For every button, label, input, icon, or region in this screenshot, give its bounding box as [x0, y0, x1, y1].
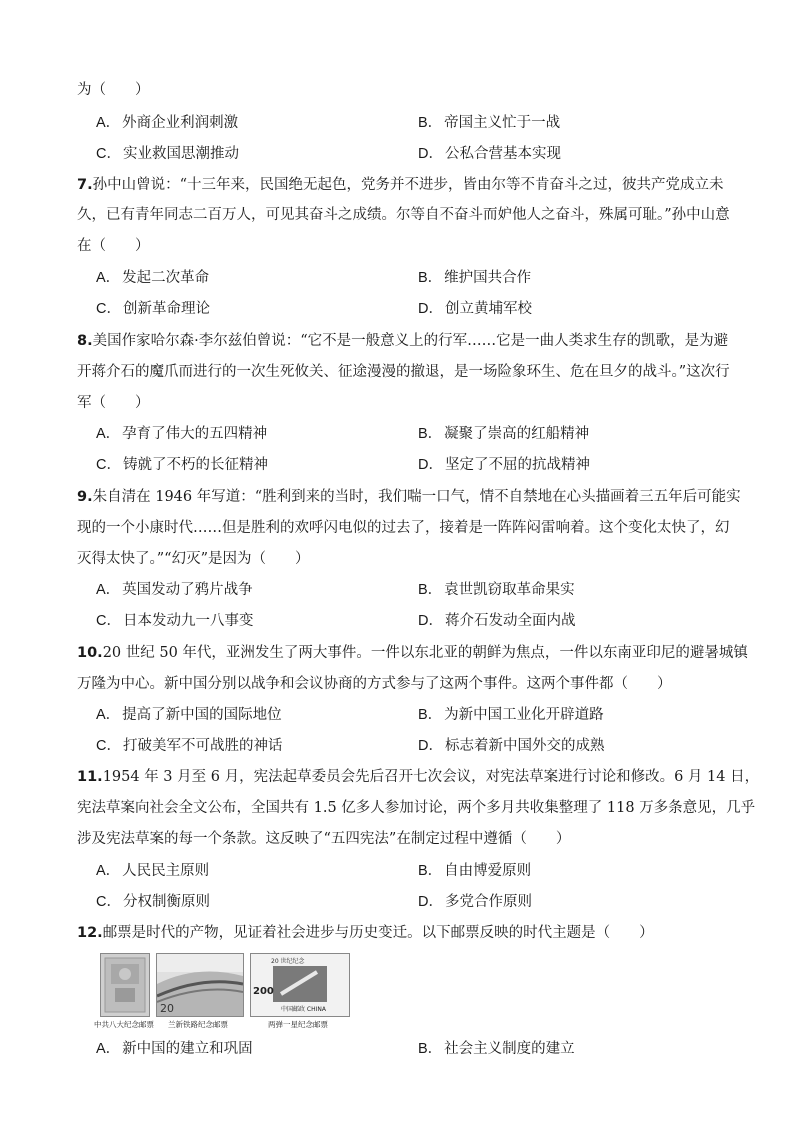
stem-text: 美国作家哈尔森·李尔兹伯曾说：“它不是一般意义上的行军……它是一曲人类求生存的凯歌，是为避 [92, 333, 729, 349]
option-text: 日本发动九一八事变 [122, 613, 254, 629]
option-text: 多党合作原则 [444, 894, 532, 910]
option-text: 标志着新中国外交的成熟 [444, 738, 605, 754]
option-text: 孕育了伟大的五四精神 [122, 426, 268, 442]
option-letter: D． [418, 738, 443, 754]
q9-option-d[interactable] [418, 611, 575, 631]
stamp-party-congress [100, 953, 150, 1017]
q11-option-a[interactable] [96, 861, 209, 881]
option-text: 袁世凯窃取革命果实 [444, 582, 575, 598]
q10-option-b[interactable] [418, 705, 604, 725]
question-12-stem-line-1 [77, 923, 654, 943]
option-letter: A． [96, 707, 121, 723]
stem-text: 朱自清在 1946 年写道：“胜利到来的当时，我们喘一口气，情不自禁地在心头描画着三五年后可能实 [92, 489, 741, 505]
option-letter: B． [418, 115, 443, 131]
option-text: 提高了新中国的国际地位 [122, 707, 282, 723]
stem-text: 孙中山曾说：“十三年来，民国绝无起色，党务并不进步，皆由尔等不肯奋斗之过，彼共产党成立未 [92, 177, 724, 193]
option-text: 创立黄埔军校 [444, 301, 532, 317]
option-letter: A． [96, 270, 121, 286]
q11-option-d[interactable] [418, 892, 532, 912]
option-letter: B． [418, 270, 443, 286]
q9-option-b[interactable] [418, 580, 575, 600]
question-number: 7. [77, 177, 93, 193]
option-text: 外商企业利润刺激 [122, 115, 239, 131]
option-letter: A． [96, 115, 121, 131]
question-number: 8. [77, 333, 93, 349]
stamp-caption: 两弹一星纪念邮票 [268, 1020, 328, 1029]
option-letter: C． [96, 146, 121, 162]
stamp-caption: 中共八大纪念邮票 [94, 1020, 154, 1029]
stamp-footer: 中国邮政 CHINA [281, 1006, 326, 1013]
question-7-stem-line-3: 在（ ） [77, 238, 150, 254]
stamp-party-congress-art [101, 954, 149, 1016]
option-text: 维护国共合作 [444, 270, 532, 286]
question-9-stem-line-2: 现的一个小康时代……但是胜利的欢呼闪电似的过去了，接着是一阵阵闷雷响着。这个变化太快了，幻 [77, 520, 730, 536]
stamp-two-bombs-art [251, 954, 349, 1016]
option-text: 公私合营基本实现 [444, 146, 561, 162]
option-letter: D． [418, 301, 443, 317]
option-letter: D． [418, 457, 443, 473]
option-letter: B． [418, 707, 443, 723]
q7-option-d[interactable] [418, 299, 532, 319]
stem-text: 邮票是时代的产物，见证着社会进步与历史变迁。以下邮票反映的时代主题是（ ） [102, 925, 654, 941]
q8-option-c[interactable] [96, 455, 268, 475]
option-letter: C． [96, 894, 121, 910]
q9-option-a[interactable] [96, 580, 253, 600]
question-11-stem-line-2: 宪法草案向社会全文公布，全国共有 1.5 亿多人参加讨论，两个多月共收集整理了 118 万多条意见，几乎 [77, 800, 756, 816]
q10-option-a[interactable] [96, 705, 282, 725]
option-text: 人民民主原则 [122, 863, 210, 879]
question-number: 9. [77, 489, 93, 505]
q8-option-a[interactable] [96, 424, 267, 444]
option-letter: A． [96, 1041, 121, 1057]
question-6-stem-tail: 为（ ） [77, 82, 150, 98]
stamp-value: 200 [253, 986, 274, 997]
option-text: 为新中国工业化开辟道路 [444, 707, 604, 723]
stamp-two-bombs-one-satellite [250, 953, 350, 1017]
stamp-images [94, 951, 354, 1033]
q7-option-c[interactable] [96, 299, 210, 319]
question-number: 11. [77, 769, 103, 785]
option-letter: C． [96, 613, 121, 629]
stamp-railway [156, 953, 244, 1017]
q11-option-c[interactable] [96, 892, 210, 912]
q9-option-c[interactable] [96, 611, 253, 631]
option-text: 分权制衡原则 [122, 894, 210, 910]
q11-option-b[interactable] [418, 861, 531, 881]
option-text: 蒋介石发动全面内战 [444, 613, 576, 629]
question-10-stem-line-2: 万隆为中心。新中国分别以战争和会议协商的方式参与了这两个事件。这两个事件都（ ） [77, 676, 672, 692]
question-9-stem-line-3: 灭得太快了。”“幻灭”是因为（ ） [77, 551, 310, 567]
option-text: 帝国主义忙于一战 [444, 115, 561, 131]
question-9-stem-line-1 [77, 487, 741, 507]
stamp-header: 20 世纪纪念 [271, 958, 305, 965]
option-letter: A． [96, 863, 121, 879]
question-11-stem-line-1 [77, 767, 759, 787]
option-letter: D． [418, 613, 443, 629]
stem-text: 1954 年 3 月至 6 月，宪法起草委员会先后召开七次会议，对宪法草案进行讨论和修改。6 月 14 日， [102, 769, 760, 785]
q7-option-b[interactable] [418, 268, 531, 288]
q8-option-d[interactable] [418, 455, 590, 475]
option-text: 打破美军不可战胜的神话 [122, 738, 283, 754]
question-8-stem-line-3: 军（ ） [77, 395, 150, 411]
option-letter: B． [418, 1041, 443, 1057]
stamp-caption: 兰新铁路纪念邮票 [168, 1020, 228, 1029]
q10-option-d[interactable] [418, 736, 604, 756]
question-11-stem-line-3: 涉及宪法草案的每一个条款。这反映了“五四宪法”在制定过程中遵循（ ） [77, 831, 571, 847]
q7-option-a[interactable] [96, 268, 209, 288]
option-letter: D． [418, 894, 443, 910]
question-number: 10. [77, 645, 103, 661]
q6-option-b[interactable] [418, 113, 560, 133]
option-text: 社会主义制度的建立 [444, 1041, 575, 1057]
q6-option-a[interactable] [96, 113, 238, 133]
option-text: 新中国的建立和巩固 [122, 1041, 253, 1057]
option-letter: A． [96, 426, 121, 442]
option-text: 实业救国思潮推动 [122, 146, 239, 162]
option-letter: B． [418, 426, 443, 442]
q6-option-d[interactable] [418, 144, 561, 164]
option-text: 凝聚了崇高的红船精神 [444, 426, 590, 442]
option-letter: A． [96, 582, 121, 598]
q12-option-b[interactable] [418, 1039, 575, 1059]
q6-option-c[interactable] [96, 144, 239, 164]
question-7-stem-line-2: 久，已有青年同志二百万人，可见其奋斗之成绩。尔等自不奋斗而妒他人之奋斗，殊属可耻。”孙中山意 [77, 207, 730, 223]
option-letter: C． [96, 738, 121, 754]
option-text: 发起二次革命 [122, 270, 210, 286]
q8-option-b[interactable] [418, 424, 589, 444]
option-text: 铸就了不朽的长征精神 [122, 457, 268, 473]
option-text: 自由博爱原则 [444, 863, 532, 879]
question-7-stem-line-1 [77, 175, 724, 195]
option-letter: B． [418, 863, 443, 879]
stamp-value: 20 [160, 1002, 174, 1015]
q12-option-a[interactable] [96, 1039, 253, 1059]
option-letter: B． [418, 582, 443, 598]
option-text: 创新革命理论 [122, 301, 210, 317]
stamp-railway-art [157, 954, 243, 1016]
option-letter: C． [96, 457, 121, 473]
stem-text: 20 世纪 50 年代，亚洲发生了两大事件。一件以东北亚的朝鲜为焦点，一件以东南亚印尼的避暑城镇 [102, 645, 748, 661]
option-letter: D． [418, 146, 443, 162]
q10-option-c[interactable] [96, 736, 282, 756]
question-number: 12. [77, 925, 103, 941]
question-8-stem-line-1 [77, 331, 728, 351]
question-10-stem-line-1 [77, 643, 748, 663]
question-8-stem-line-2: 开蒋介石的魔爪而进行的一次生死攸关、征途漫漫的撤退，是一场险象环生、危在旦夕的战斗。”这次行 [77, 364, 730, 380]
option-text: 英国发动了鸦片战争 [122, 582, 253, 598]
option-letter: C． [96, 301, 121, 317]
option-text: 坚定了不屈的抗战精神 [444, 457, 590, 473]
